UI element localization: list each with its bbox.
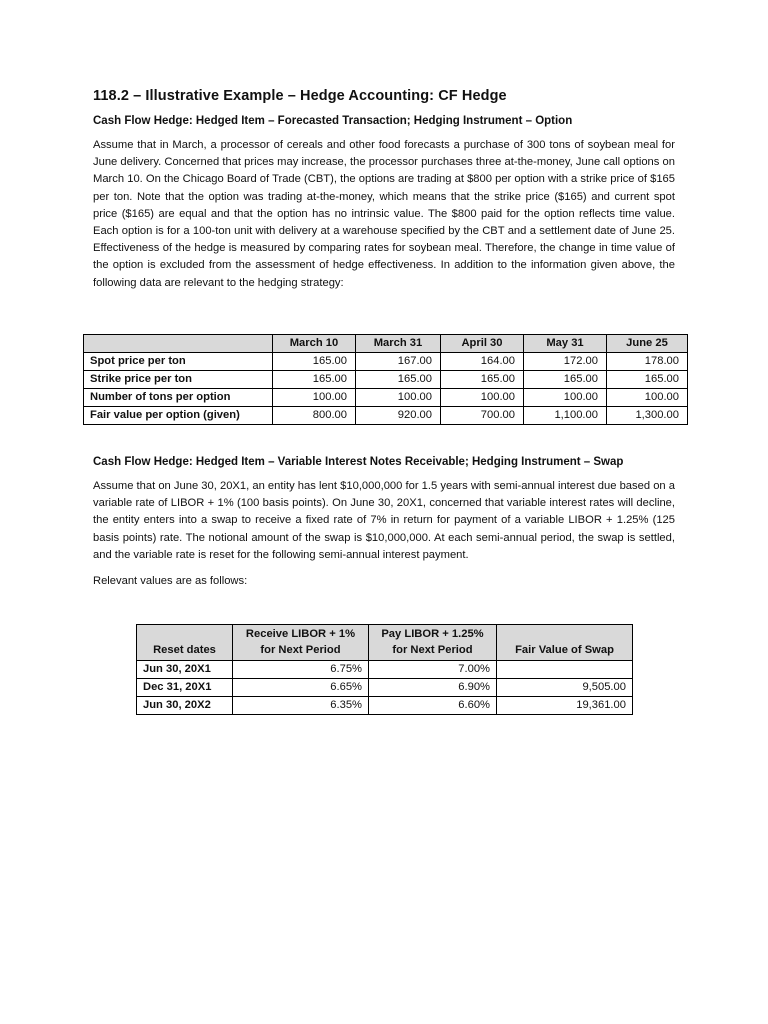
table-cell: 6.65%: [233, 679, 369, 697]
table-row: [137, 697, 633, 715]
row-label: Strike price per ton: [84, 371, 273, 389]
table-cell: 19,361.00: [497, 697, 633, 715]
section2-heading: Cash Flow Hedge: Hedged Item – Variable Interest Notes Receivable; Hedging Instrument – Swap: [93, 456, 624, 468]
reset-date-cell: Jun 30, 20X1: [137, 661, 233, 679]
table-cell: 6.90%: [369, 679, 497, 697]
table-cell: 100.00: [607, 389, 688, 407]
page-title: 118.2 – Illustrative Example – Hedge Accounting: CF Hedge: [93, 88, 507, 104]
table-cell: [497, 661, 633, 679]
table-header-row: [137, 625, 633, 661]
column-header: April 30: [441, 335, 524, 353]
table-row: [84, 389, 688, 407]
option-data-table: [83, 334, 688, 425]
section-swap-hedge: [93, 456, 675, 590]
row-label: Spot price per ton: [84, 353, 273, 371]
table-cell: 6.60%: [369, 697, 497, 715]
table-cell: 167.00: [356, 353, 441, 371]
table-cell: 700.00: [441, 407, 524, 425]
table-cell: 172.00: [524, 353, 607, 371]
table-cell: 178.00: [607, 353, 688, 371]
table-cell: 165.00: [356, 371, 441, 389]
table-row: [84, 407, 688, 425]
table-cell: 6.35%: [233, 697, 369, 715]
section1-paragraph: Assume that in March, a processor of cereals and other food forecasts a purchase of 300 tons of soybean meal for June delivery. Concerned that prices may increase, the processor purchases three at-the-money, June call options on March 10. On the Chicago Board of Trade (CBT), the options are trading at $800 per option with a strike price of $165 per ton. Note that the option was trading at-the-money, which means that the strike price ($165) and current spot price ($165) are equal and that the option has no intrinsic value. The $800 paid for the option reflects time value. Each option is for a 100-ton unit with delivery at a warehouse specified by the CBT and a settlement date of June 25. Effectiveness of the hedge is measured by comparing rates for soybean meal. Therefore, the change in time value of the option is excluded from the assessment of hedge effectiveness. In addition to the information given above, the following data are relevant to the hedging strategy:: [93, 139, 675, 289]
section2-paragraph: Assume that on June 30, 20X1, an entity has lent $10,000,000 for 1.5 years with semi-annual interest due based on a variable rate of LIBOR + 1% (100 basis points). On June 30, 20X1, concerned that variable interest rates will decline, the entity enters into a swap to receive a fixed rate of 7% in return for payment of a variable LIBOR + 1.25% (125 basis points) rate. The notional amount of the swap is $10,000,000. At each semi-annual period, the swap is settled, and the variable rate is reset for the following semi-annual interest payment.: [93, 480, 675, 561]
column-header: Reset dates: [137, 625, 233, 661]
reset-date-cell: Dec 31, 20X1: [137, 679, 233, 697]
table-row: [84, 371, 688, 389]
table-cell: 165.00: [524, 371, 607, 389]
table-cell: 920.00: [356, 407, 441, 425]
row-label: Number of tons per option: [84, 389, 273, 407]
table-cell: 7.00%: [369, 661, 497, 679]
relevant-values-label: Relevant values are as follows:: [93, 575, 248, 588]
table-cell: 9,505.00: [497, 679, 633, 697]
column-header: Pay LIBOR + 1.25% for Next Period: [369, 625, 497, 661]
section1-heading: Cash Flow Hedge: Hedged Item – Forecasted Transaction; Hedging Instrument – Option: [93, 115, 573, 127]
table-row: [137, 679, 633, 697]
column-header: March 31: [356, 335, 441, 353]
table-row: [137, 661, 633, 679]
column-header: March 10: [273, 335, 356, 353]
section-option-hedge: [93, 88, 675, 292]
table-cell: 1,300.00: [607, 407, 688, 425]
table-cell: 100.00: [524, 389, 607, 407]
column-header: May 31: [524, 335, 607, 353]
table-cell: 6.75%: [233, 661, 369, 679]
swap-values-table: [136, 624, 633, 715]
table-cell: 100.00: [356, 389, 441, 407]
table-cell: 100.00: [441, 389, 524, 407]
table-cell: 800.00: [273, 407, 356, 425]
column-header: June 25: [607, 335, 688, 353]
table-cell: 165.00: [607, 371, 688, 389]
table-cell: 100.00: [273, 389, 356, 407]
table-cell: 1,100.00: [524, 407, 607, 425]
table-header-row: [84, 335, 688, 353]
reset-date-cell: Jun 30, 20X2: [137, 697, 233, 715]
row-label: Fair value per option (given): [84, 407, 273, 425]
table-cell: 165.00: [273, 371, 356, 389]
column-header: Receive LIBOR + 1% for Next Period: [233, 625, 369, 661]
table-cell: 165.00: [441, 371, 524, 389]
table-row: [84, 353, 688, 371]
table-cell: 164.00: [441, 353, 524, 371]
table-cell: 165.00: [273, 353, 356, 371]
table-corner-cell: [84, 335, 273, 353]
column-header: Fair Value of Swap: [497, 625, 633, 661]
